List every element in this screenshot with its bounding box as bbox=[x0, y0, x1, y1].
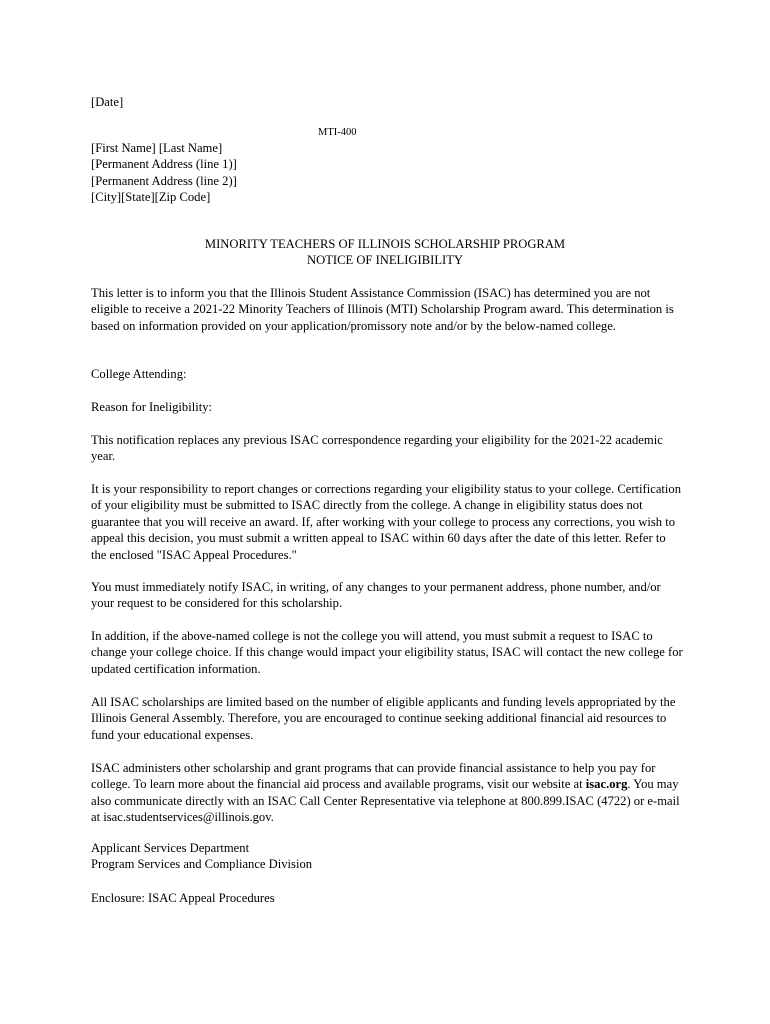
address-line: [Permanent Address (line 1)] bbox=[91, 157, 237, 172]
address-line: [Permanent Address (line 2)] bbox=[91, 173, 237, 188]
signature-department: Applicant Services Department bbox=[91, 841, 250, 855]
website-link[interactable]: isac.org bbox=[585, 777, 628, 792]
college-change-paragraph: In addition, if the above-named college is not the college you will attend, you must submit a request to ISAC to change your college choice. If this change would impact your eligibility status, ISAC will contact the new college for updated certification information. bbox=[91, 629, 683, 676]
other-programs-paragraph bbox=[91, 760, 683, 826]
responsibility-paragraph: It is your responsibility to report changes or corrections regarding your eligibility status to your college. Certification of your eligibility must be submitted to ISAC directly from the college. A change in eligibility status does not guarantee that you will receive an award. If, after working with your college to process any corrections, you wish to appeal this decision, you must submit a written appeal to ISAC within 60 days after the date of this letter. Refer to the enclosed "ISAC Appeal Procedures." bbox=[91, 482, 682, 562]
recipient-address bbox=[91, 140, 237, 206]
form-code: MTI-400 bbox=[318, 127, 357, 138]
program-title: MINORITY TEACHERS OF ILLINOIS SCHOLARSHIP PROGRAM bbox=[204, 237, 566, 251]
replaces-paragraph: This notification replaces any previous ISAC correspondence regarding your eligibility for the 2021-22 academic year. bbox=[91, 433, 663, 464]
notify-paragraph: You must immediately notify ISAC, in writing, of any changes to your permanent address, phone number, and/or your request to be considered for this scholarship. bbox=[91, 580, 661, 611]
letter-heading bbox=[91, 236, 679, 269]
address-line: [First Name] [Last Name] bbox=[91, 141, 223, 155]
signature-division: Program Services and Compliance Division bbox=[91, 857, 313, 872]
contact-text: . You may also communicate directly with an ISAC Call Center Representative via telephone at 800.899.ISAC (4722) or e-mail at isac.studentservices@illinois.gov. bbox=[91, 777, 680, 825]
signature-block bbox=[91, 840, 683, 873]
college-attending-label: College Attending: bbox=[91, 367, 187, 381]
reason-label: Reason for Ineligibility: bbox=[91, 400, 213, 414]
date-placeholder: [Date] bbox=[91, 95, 124, 109]
funding-limit-paragraph: All ISAC scholarships are limited based on the number of eligible applicants and funding levels appropriated by the Illinois General Assembly. Therefore, you are encouraged to continue seeking additional financial aid resources to fund your educational expenses. bbox=[91, 695, 676, 742]
notice-title: NOTICE OF INELIGIBILITY bbox=[307, 253, 463, 268]
intro-paragraph: This letter is to inform you that the Illinois Student Assistance Commission (ISAC) has determined you are not eligible to receive a 2021-22 Minority Teachers of Illinois (MTI) Scholarship Program award. This determination is based on information provided on your application/promissory note and/or by the below-named college. bbox=[91, 286, 674, 333]
address-line: [City][State][Zip Code] bbox=[91, 190, 211, 205]
other-programs-text: ISAC administers other scholarship and grant programs that can provide financial assistance to help you pay for college. To learn more about the financial aid process and available programs, visit our website at bbox=[91, 761, 656, 792]
enclosure-line: Enclosure: ISAC Appeal Procedures bbox=[91, 891, 275, 905]
